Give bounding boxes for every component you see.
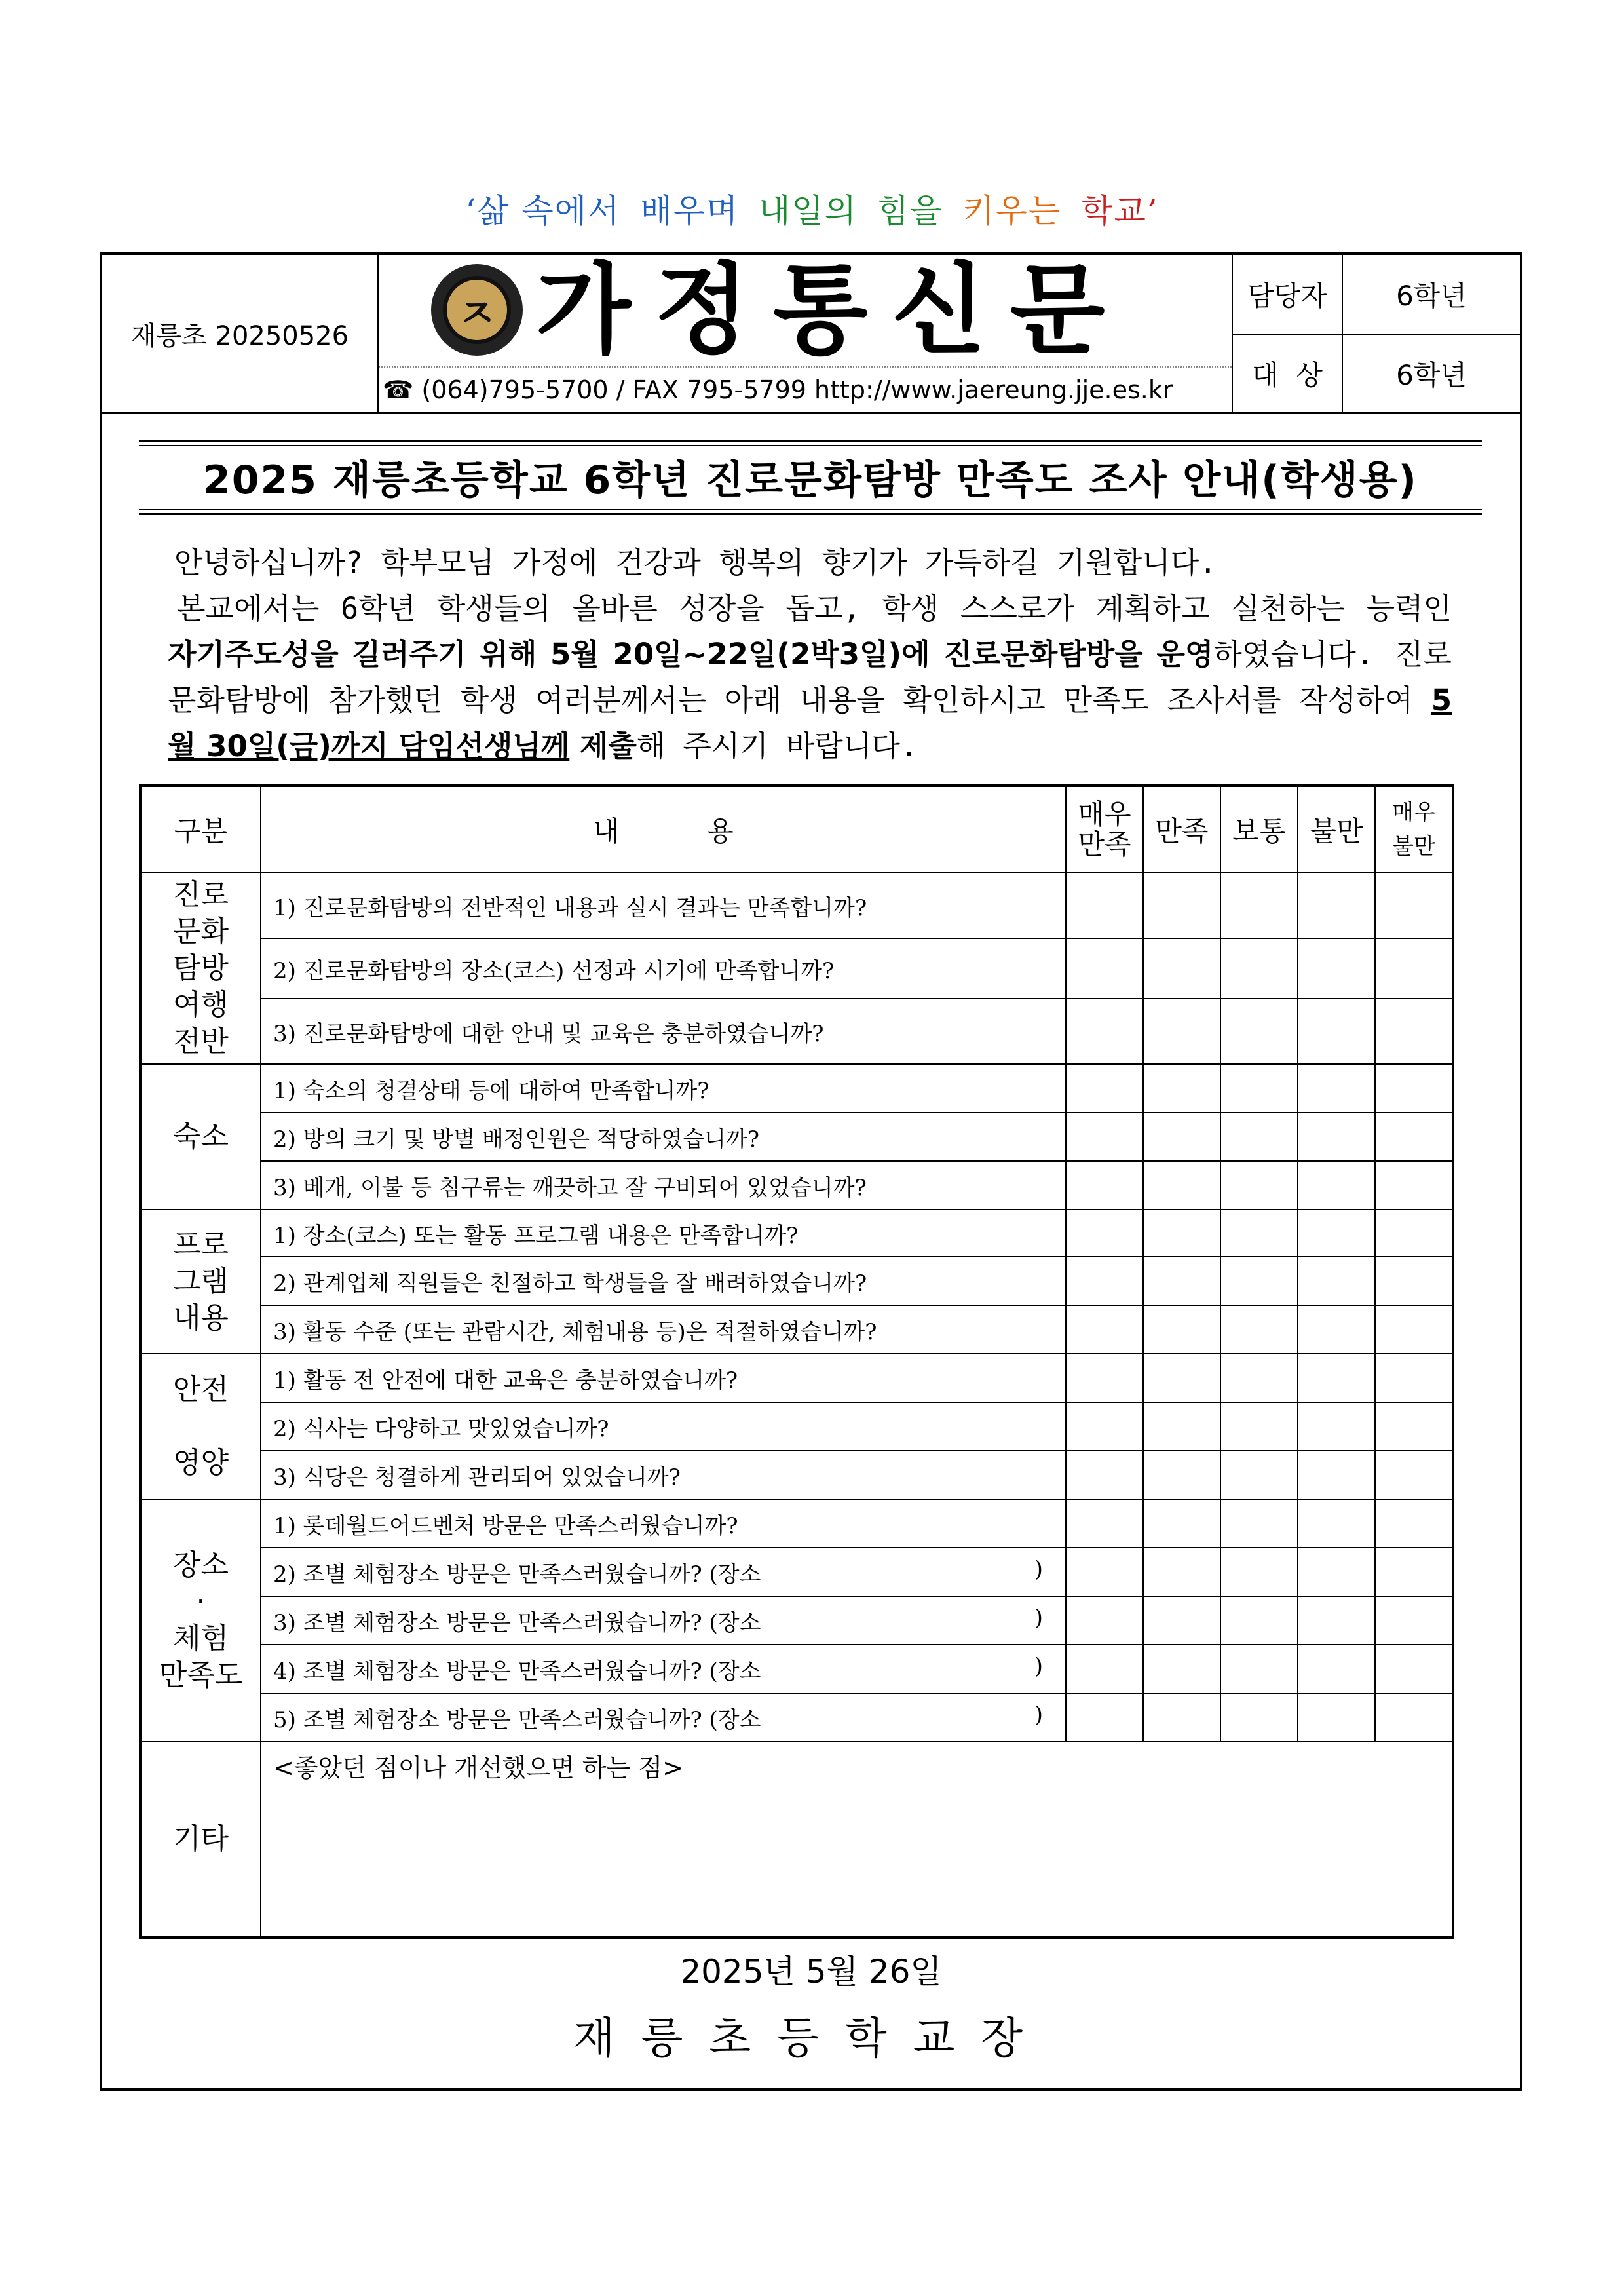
rating-cell[interactable] — [1066, 873, 1143, 938]
masthead — [379, 252, 1232, 412]
rating-cell[interactable] — [1143, 1064, 1220, 1113]
table-row — [140, 873, 1453, 938]
etc-comment-area[interactable] — [261, 1742, 1453, 1938]
rating-cell[interactable] — [1298, 999, 1375, 1064]
rating-cell[interactable] — [1220, 1548, 1298, 1596]
meta-box — [1232, 255, 1520, 412]
rating-cell[interactable] — [1143, 1402, 1220, 1451]
rating-cell[interactable] — [1298, 1596, 1375, 1645]
question — [261, 1548, 1066, 1596]
rating-cell[interactable] — [1298, 1548, 1375, 1596]
col-very-dissatisfied: 매우 불만 — [1375, 786, 1453, 873]
col-dissatisfied: 불만 — [1298, 786, 1375, 873]
document-number: 재릉초 20250526 — [102, 255, 379, 412]
rating-cell[interactable] — [1298, 1113, 1375, 1161]
rating-cell[interactable] — [1143, 1548, 1220, 1596]
etc-prompt: <좋았던 점이나 개선했으면 하는 점> — [273, 1753, 683, 1782]
rating-cell[interactable] — [1298, 1257, 1375, 1305]
meta-label: 대 상 — [1232, 335, 1343, 412]
table-row — [140, 1161, 1453, 1210]
rating-cell[interactable] — [1143, 1451, 1220, 1499]
rating-cell[interactable] — [1220, 1305, 1298, 1354]
rating-cell[interactable] — [1375, 1161, 1453, 1210]
intro-paragraph — [168, 586, 1452, 769]
rating-cell[interactable] — [1220, 1113, 1298, 1161]
table-header-row — [140, 786, 1453, 873]
motto-part: 배우며 — [640, 192, 740, 230]
rating-cell[interactable] — [1375, 1499, 1453, 1548]
col-normal: 보통 — [1220, 786, 1298, 873]
question: 2) 관계업체 직원들은 친절하고 학생들을 잘 배려하였습니까? — [261, 1257, 1066, 1305]
question: 2) 진로문화탐방의 장소(코스) 선정과 시기에 만족합니까? — [261, 938, 1066, 999]
rating-cell[interactable] — [1298, 873, 1375, 938]
question: 1) 롯데월드어드벤처 방문은 만족스러웠습니까? — [261, 1499, 1066, 1548]
rating-cell[interactable] — [1066, 1305, 1143, 1354]
rating-cell[interactable] — [1143, 1113, 1220, 1161]
table-row — [140, 1064, 1453, 1113]
rating-cell[interactable] — [1220, 1596, 1298, 1645]
rating-cell[interactable] — [1066, 1693, 1143, 1742]
rating-cell[interactable] — [1220, 873, 1298, 938]
table-row — [140, 1596, 1453, 1645]
intro-highlight: 자기주도성을 길러주기 위해 5월 20일~22일(2박3일)에 진로문화탐방을 운영 — [168, 637, 1214, 672]
rating-cell[interactable] — [1066, 999, 1143, 1064]
rating-cell[interactable] — [1298, 1161, 1375, 1210]
question — [261, 1645, 1066, 1693]
document-title: 2025 재릉초등학교 6학년 진로문화탐방 만족도 조사 안내(학생용) — [203, 457, 1418, 503]
question: 2) 식사는 다양하고 맛있었습니까? — [261, 1402, 1066, 1451]
rating-cell[interactable] — [1143, 1305, 1220, 1354]
question — [261, 1596, 1066, 1645]
section-category: 장소 · 체험 만족도 — [140, 1499, 261, 1742]
principal-signature: 재릉초등학교장 — [573, 2013, 1049, 2063]
close-paren: ) — [1034, 1604, 1043, 1631]
rating-cell[interactable] — [1375, 1257, 1453, 1305]
rating-cell[interactable] — [1220, 1402, 1298, 1451]
question: 3) 베개, 이불 등 침구류는 깨끗하고 잘 구비되어 있었습니까? — [261, 1161, 1066, 1210]
table-row — [140, 1645, 1453, 1693]
rating-cell[interactable] — [1066, 1451, 1143, 1499]
motto-part: ‘삶 속에서 — [465, 192, 621, 230]
newsletter-title: 가정통신문 — [536, 252, 1129, 368]
greeting: 안녕하십니까? 학부모님 가정에 건강과 행복의 향기가 가득하길 기원합니다. — [174, 545, 1217, 580]
rating-cell[interactable] — [1298, 1305, 1375, 1354]
etc-row — [140, 1742, 1453, 1938]
intro-deadline: 5월 30일(금)까지 담임선생님께 — [168, 683, 1452, 763]
rating-cell[interactable] — [1375, 1113, 1453, 1161]
table-row — [140, 1548, 1453, 1596]
title-rule-top — [139, 440, 1482, 442]
rating-cell[interactable] — [1375, 1064, 1453, 1113]
meta-label: 담당자 — [1232, 255, 1343, 334]
table-row — [140, 1693, 1453, 1742]
intro-submit: 제출 — [569, 729, 637, 763]
rating-cell[interactable] — [1375, 938, 1453, 999]
rating-cell[interactable] — [1375, 1645, 1453, 1693]
rating-cell[interactable] — [1220, 1161, 1298, 1210]
rating-cell[interactable] — [1375, 1693, 1453, 1742]
rating-cell[interactable] — [1066, 1499, 1143, 1548]
col-very-satisfied: 매우 만족 — [1066, 786, 1143, 873]
rating-cell[interactable] — [1220, 1210, 1298, 1257]
meta-row — [1232, 335, 1520, 412]
rating-cell[interactable] — [1375, 1596, 1453, 1645]
rating-cell[interactable] — [1298, 1451, 1375, 1499]
rating-cell[interactable] — [1375, 873, 1453, 938]
school-motto — [0, 185, 1624, 232]
rating-cell[interactable] — [1066, 1257, 1143, 1305]
rating-cell[interactable] — [1143, 1596, 1220, 1645]
rating-cell[interactable] — [1220, 1645, 1298, 1693]
rating-cell[interactable] — [1066, 1161, 1143, 1210]
intro-text-f: 해 주시기 바랍니다. — [636, 729, 918, 763]
intro-text-c: 하였습니다. 진로문화탐방에 참가했던 학생 여러분께서는 아래 내용을 확인하시고 만족도 조사서를 작성하여 — [168, 637, 1452, 718]
question-text: 5) 조별 체험장소 방문은 만족스러웠습니까? (장소 — [273, 1706, 761, 1733]
rating-cell[interactable] — [1298, 1693, 1375, 1742]
contact-info: ☎ (064)795-5700 / FAX 795-5799 http://www.jaereung.jje.es.kr — [379, 366, 1232, 412]
table-row — [140, 999, 1453, 1064]
rating-cell[interactable] — [1143, 873, 1220, 938]
table-row — [140, 1402, 1453, 1451]
table-row — [140, 1451, 1453, 1499]
section-category: 진로 문화 탐방 여행 전반 — [140, 873, 261, 1064]
question — [261, 1693, 1066, 1742]
rating-cell[interactable] — [1298, 1402, 1375, 1451]
rating-cell[interactable] — [1220, 938, 1298, 999]
question: 3) 식당은 청결하게 관리되어 있었습니까? — [261, 1451, 1066, 1499]
motto-part: 내일의 — [759, 192, 858, 230]
question: 3) 진로문화탐방에 대한 안내 및 교육은 충분하였습니까? — [261, 999, 1066, 1064]
rating-cell[interactable] — [1298, 1064, 1375, 1113]
rating-cell[interactable] — [1143, 1210, 1220, 1257]
section-category: 프로 그램 내용 — [140, 1210, 261, 1354]
rating-cell[interactable] — [1298, 938, 1375, 999]
close-paren: ) — [1034, 1701, 1043, 1728]
motto-part: 힘을 — [877, 192, 943, 230]
rating-cell[interactable] — [1220, 1499, 1298, 1548]
intro-text-a: 본교에서는 6학년 학생들의 올바른 성장을 돕고, 학생 스스로가 계획하고 실천하는 능력인 — [177, 591, 1452, 626]
rating-cell[interactable] — [1220, 1451, 1298, 1499]
question: 3) 활동 수준 (또는 관람시간, 체험내용 등)은 적절하였습니까? — [261, 1305, 1066, 1354]
rating-cell[interactable] — [1220, 1064, 1298, 1113]
col-content: 내 용 — [261, 786, 1066, 873]
rating-cell[interactable] — [1066, 1548, 1143, 1596]
meta-row — [1232, 255, 1520, 335]
question: 1) 진로문화탐방의 전반적인 내용과 실시 결과는 만족합니까? — [261, 873, 1066, 938]
rating-cell[interactable] — [1066, 1402, 1143, 1451]
meta-value: 6학년 — [1396, 359, 1467, 391]
table-row — [140, 1354, 1453, 1402]
col-category: 구분 — [140, 786, 261, 873]
rating-cell[interactable] — [1375, 1305, 1453, 1354]
issue-date: 2025년 5월 26일 — [680, 1953, 942, 1991]
rating-cell[interactable] — [1298, 1210, 1375, 1257]
motto-part: 키우는 — [962, 192, 1062, 230]
document-frame — [100, 252, 1522, 2091]
question-text: 4) 조별 체험장소 방문은 만족스러웠습니까? (장소 — [273, 1658, 761, 1685]
title-rule-bottom — [139, 513, 1482, 515]
rating-cell[interactable] — [1066, 1354, 1143, 1402]
rating-cell[interactable] — [1298, 1354, 1375, 1402]
rating-cell[interactable] — [1220, 1693, 1298, 1742]
rating-cell[interactable] — [1298, 1645, 1375, 1693]
table-row — [140, 1305, 1453, 1354]
rating-cell[interactable] — [1143, 1257, 1220, 1305]
rating-cell[interactable] — [1220, 999, 1298, 1064]
rating-cell[interactable] — [1375, 1451, 1453, 1499]
rating-cell[interactable] — [1143, 938, 1220, 999]
question: 1) 장소(코스) 또는 활동 프로그램 내용은 만족합니까? — [261, 1210, 1066, 1257]
intro-text — [168, 540, 1452, 769]
rating-cell[interactable] — [1066, 1210, 1143, 1257]
question: 1) 숙소의 청결상태 등에 대하여 만족합니까? — [261, 1064, 1066, 1113]
rating-cell[interactable] — [1143, 1354, 1220, 1402]
col-satisfied: 만족 — [1143, 786, 1220, 873]
rating-cell[interactable] — [1143, 1693, 1220, 1742]
table-row — [140, 1257, 1453, 1305]
etc-category: 기타 — [140, 1742, 261, 1938]
table-row — [140, 1113, 1453, 1161]
rating-cell[interactable] — [1220, 1354, 1298, 1402]
meta-value: 6학년 — [1396, 280, 1467, 312]
close-paren: ) — [1034, 1556, 1043, 1582]
section-category: 안전 영양 — [140, 1354, 261, 1499]
motto-part: 학교’ — [1081, 192, 1159, 230]
rating-cell[interactable] — [1143, 999, 1220, 1064]
section-category: 숙소 — [140, 1064, 261, 1210]
rating-cell[interactable] — [1066, 1596, 1143, 1645]
rating-cell[interactable] — [1143, 1499, 1220, 1548]
survey-table — [139, 784, 1454, 1939]
rating-cell[interactable] — [1066, 1064, 1143, 1113]
rating-cell[interactable] — [1375, 1402, 1453, 1451]
close-paren: ) — [1034, 1653, 1043, 1679]
rating-cell[interactable] — [1066, 1645, 1143, 1693]
rating-cell[interactable] — [1375, 1210, 1453, 1257]
rating-cell[interactable] — [1375, 1548, 1453, 1596]
table-row — [140, 1210, 1453, 1257]
title-rule-top-thin — [139, 445, 1482, 446]
rating-cell[interactable] — [1375, 1354, 1453, 1402]
letter-header — [102, 252, 1520, 414]
rating-cell[interactable] — [1143, 1645, 1220, 1693]
rating-cell[interactable] — [1375, 999, 1453, 1064]
question-text: 3) 조별 체험장소 방문은 만족스러웠습니까? (장소 — [273, 1609, 761, 1636]
question: 1) 활동 전 안전에 대한 교육은 충분하였습니까? — [261, 1354, 1066, 1402]
rating-cell[interactable] — [1066, 938, 1143, 999]
rating-cell[interactable] — [1066, 1113, 1143, 1161]
rating-cell[interactable] — [1298, 1499, 1375, 1548]
table-row — [140, 1499, 1453, 1548]
title-rule-bottom-thin — [139, 509, 1482, 510]
school-seal-icon — [431, 264, 523, 356]
question: 2) 방의 크기 및 방별 배정인원은 적당하였습니까? — [261, 1113, 1066, 1161]
question-text: 2) 조별 체험장소 방문은 만족스러웠습니까? (장소 — [273, 1561, 761, 1588]
rating-cell[interactable] — [1220, 1257, 1298, 1305]
seal-char: ㅈ — [443, 276, 511, 344]
table-row — [140, 938, 1453, 999]
rating-cell[interactable] — [1143, 1161, 1220, 1210]
